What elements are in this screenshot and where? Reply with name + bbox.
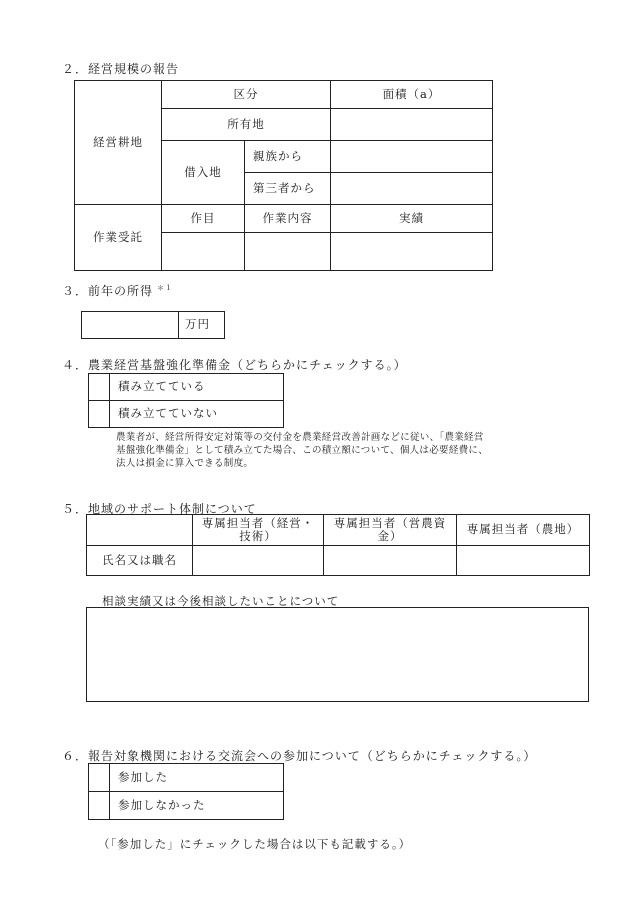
income-unit: 万円 — [179, 312, 225, 339]
note-mark: ＊１ — [157, 284, 174, 292]
shoyuchi-area-cell[interactable] — [331, 109, 493, 141]
jisseki-header: 実績 — [331, 205, 493, 233]
reserve-note-line2: 基盤強化準備金」として積み立てた場合、この積立額について、個人は必要経費に、 — [116, 445, 489, 456]
support-col1-cell[interactable] — [193, 546, 324, 576]
income-input-cell[interactable] — [82, 312, 179, 339]
shoyuchi-label: 所有地 — [162, 109, 331, 141]
support-col2-line1: 専属担当者（営農資 — [333, 515, 447, 530]
reserve-note — [116, 431, 596, 470]
support-col1-line2: 技術） — [239, 529, 277, 543]
support-col1-line1: 専属担当者（経営・ — [201, 515, 315, 530]
consult-textbox[interactable] — [86, 607, 589, 702]
daisansha-label: 第三者から — [245, 173, 331, 205]
keiei-kouchi-label: 経営耕地 — [75, 81, 162, 205]
section4-title: ４．農業経営基盤強化準備金（どちらかにチェックする。） — [62, 358, 407, 372]
section5-title: ５．地域のサポート体制について — [62, 502, 257, 516]
exchange-opt1-label: 参加した — [110, 764, 284, 792]
support-col1-header — [193, 515, 324, 546]
sagyou-naiyou-cell[interactable] — [245, 233, 331, 271]
exchange-opt2-checkbox[interactable] — [89, 792, 110, 820]
reserve-note-line3: 法人は損金に算入できる制度。 — [116, 458, 254, 469]
support-col2-line2: 金） — [377, 529, 403, 543]
sakumoku-header: 作目 — [162, 205, 245, 233]
support-col3-cell[interactable] — [457, 546, 590, 576]
reserve-opt1-label: 積み立てている — [110, 374, 284, 401]
support-col2-header — [324, 515, 457, 546]
shinzoku-label: 親族から — [245, 141, 331, 173]
reserve-opt1-checkbox[interactable] — [89, 374, 110, 401]
section3-title-text: ３．前年の所得 — [62, 284, 154, 298]
consult-label: 相談実績又は今後相談したいことについて — [102, 594, 340, 608]
section2-title: ２．経営規模の報告 — [62, 62, 180, 76]
sagyou-jutaku-label: 作業受託 — [75, 205, 162, 271]
exchange-opt1-checkbox[interactable] — [89, 764, 110, 792]
section6-title: ６．報告対象機関における交流会への参加について（どちらかにチェックする。） — [62, 749, 537, 763]
section3-title — [62, 282, 173, 299]
support-col3-header: 専属担当者（農地） — [457, 515, 590, 546]
exchange-footer-note: （「参加した」にチェックした場合は以下も記載する。） — [98, 837, 412, 851]
support-row-label: 氏名又は職名 — [87, 546, 193, 576]
jisseki-cell[interactable] — [331, 233, 493, 271]
reserve-opt2-label: 積み立てていない — [110, 401, 284, 428]
shinzoku-area-cell[interactable] — [331, 141, 493, 173]
shakunyuchi-label: 借入地 — [162, 141, 245, 205]
reserve-checklist — [88, 373, 284, 428]
kubun-header: 区分 — [162, 81, 331, 109]
reserve-note-line1: 農業者が、経営所得安定対策等の交付金を農業経営改善計画などに従い、「農業経営 — [116, 432, 484, 443]
support-table — [86, 514, 590, 576]
reserve-opt2-checkbox[interactable] — [89, 401, 110, 428]
income-table — [81, 311, 225, 339]
management-scale-table — [74, 80, 493, 271]
sagyou-naiyou-header: 作業内容 — [245, 205, 331, 233]
sakumoku-cell[interactable] — [162, 233, 245, 271]
support-col2-cell[interactable] — [324, 546, 457, 576]
exchange-opt2-label: 参加しなかった — [110, 792, 284, 820]
daisansha-area-cell[interactable] — [331, 173, 493, 205]
exchange-checklist — [88, 763, 284, 820]
support-corner-cell — [87, 515, 193, 546]
menseki-header: 面積（a） — [331, 81, 493, 109]
